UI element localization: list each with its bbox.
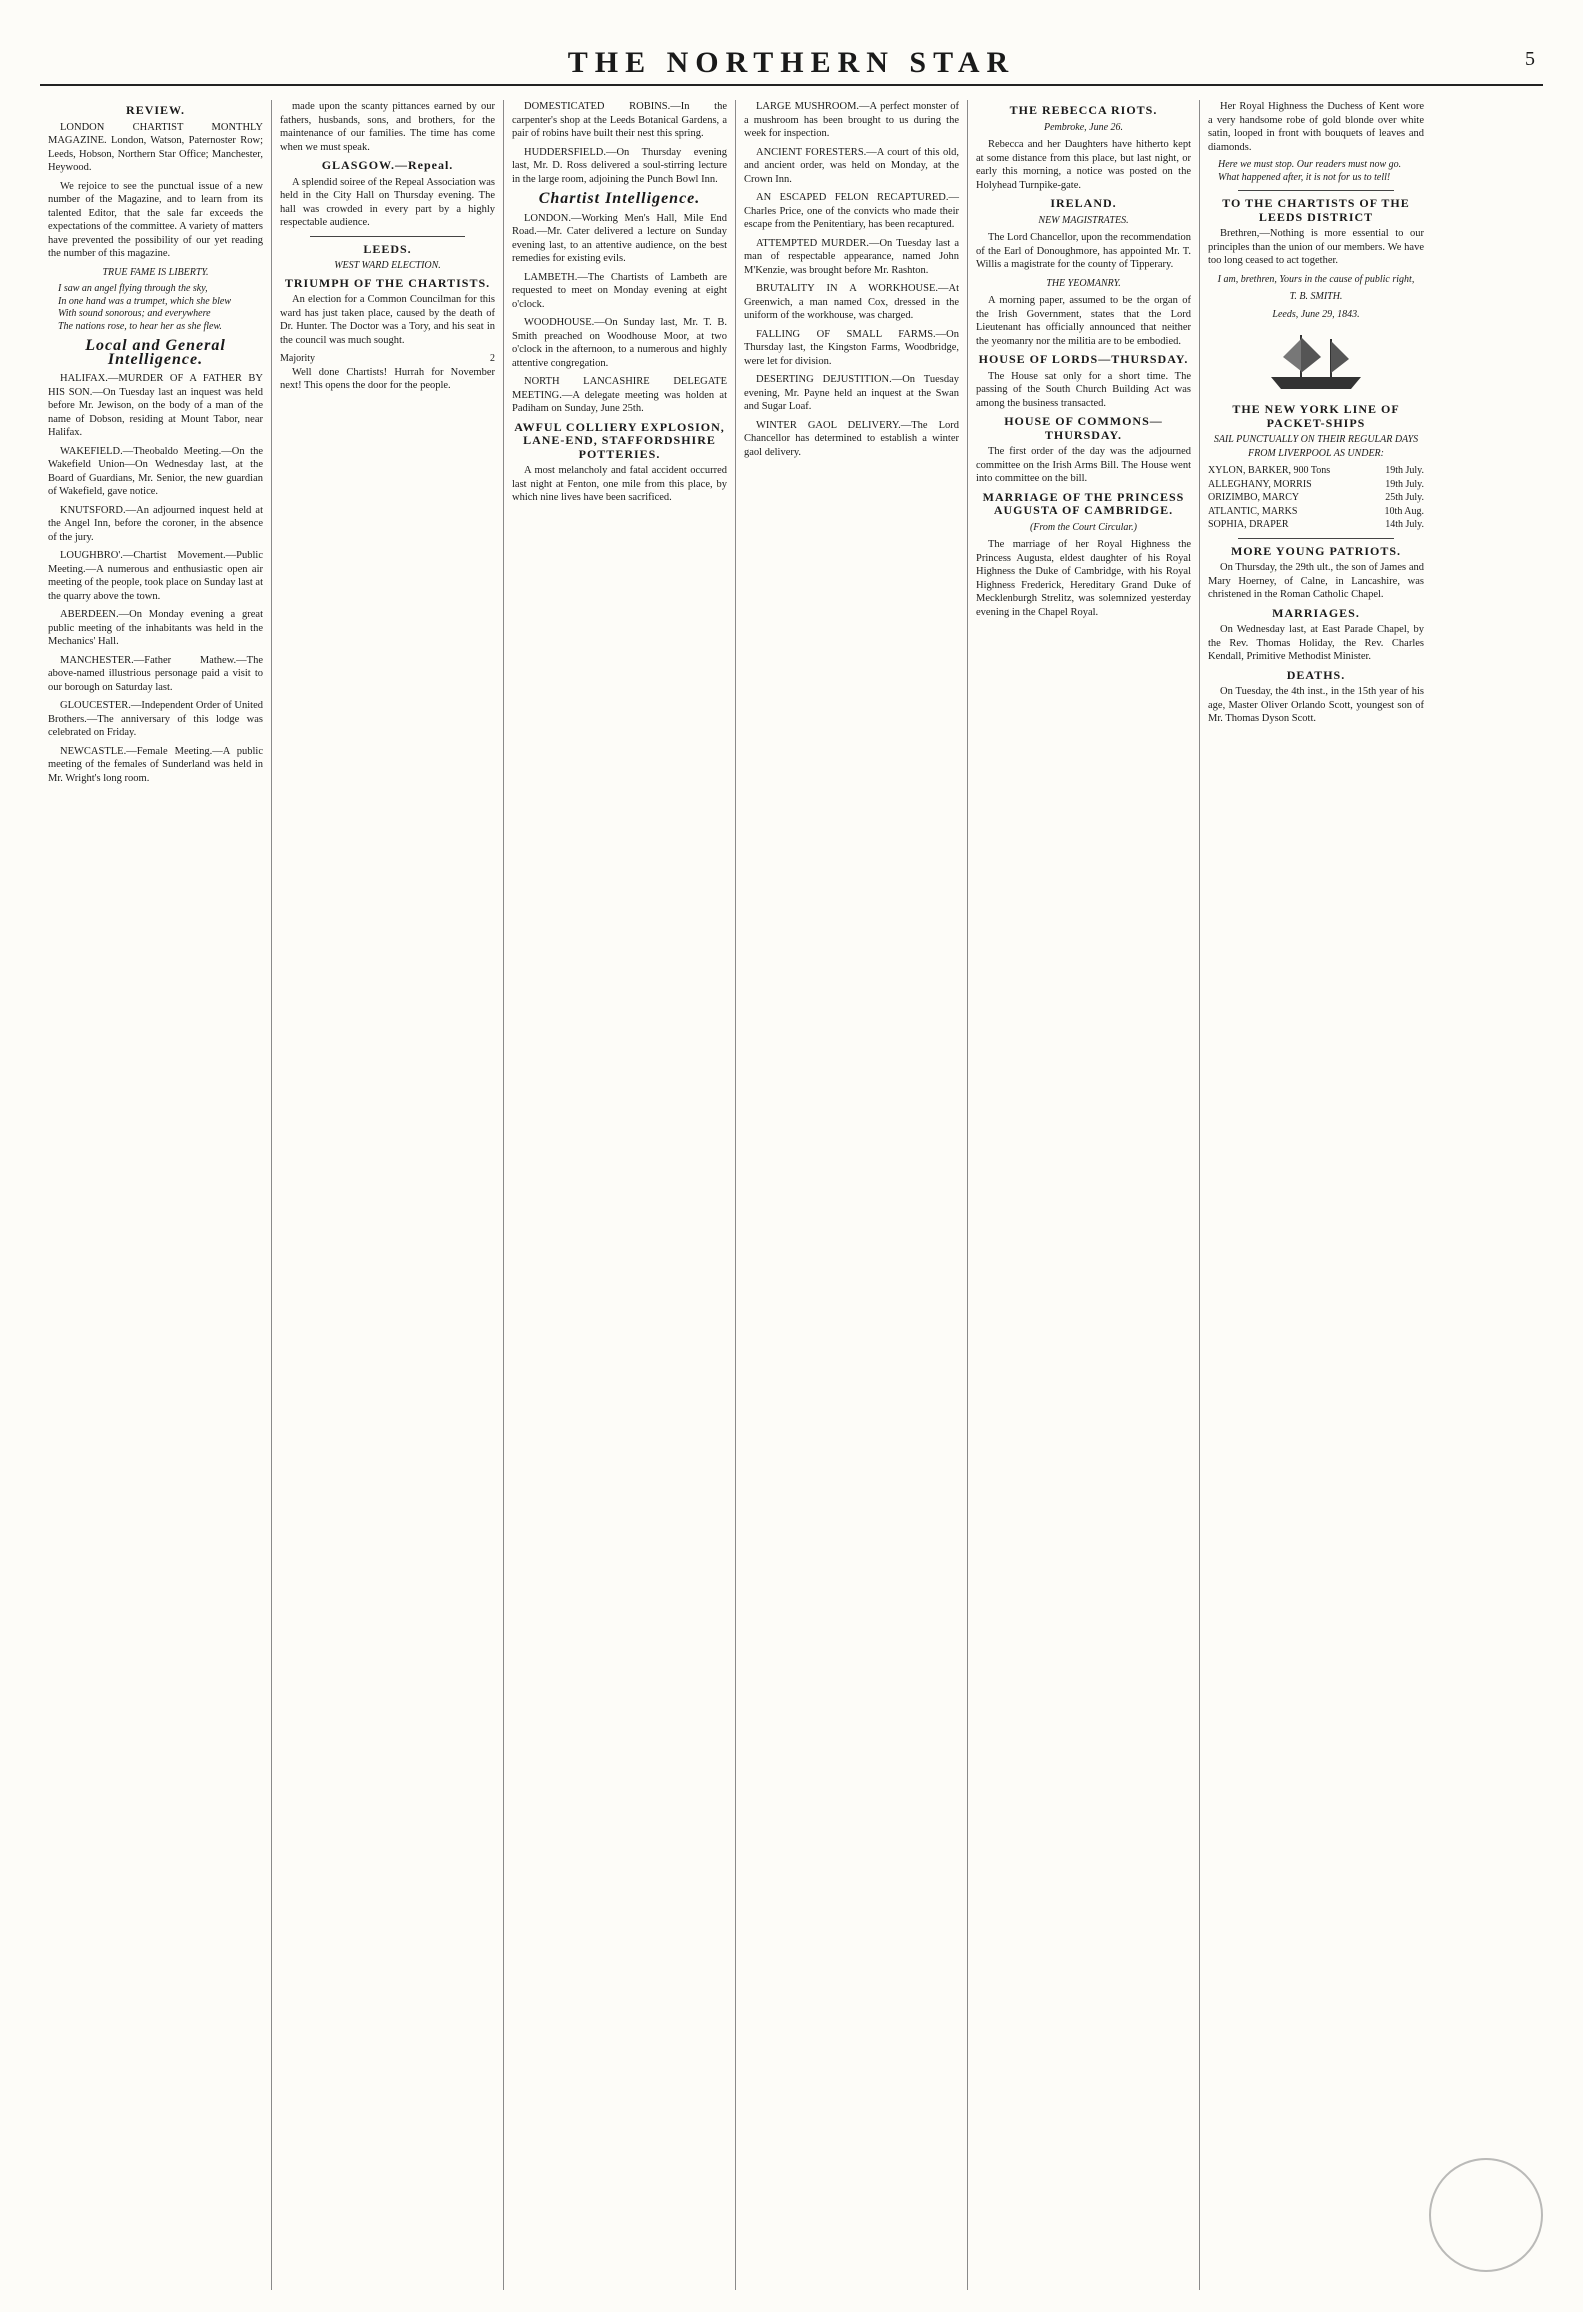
- rebecca-heading: THE REBECCA RIOTS.: [1009, 103, 1158, 117]
- ireland-heading: IRELAND.: [1050, 196, 1117, 210]
- marriage-subheading: (From the Court Circular.): [1029, 521, 1138, 533]
- chartist-intelligence-heading: Chartist Intelligence.: [538, 190, 701, 207]
- letter: Brethren,—Nothing is more essential to our principles than the union of our members. We have too long ceased to act together.: [1208, 228, 1424, 266]
- column-3: [504, 100, 736, 2290]
- article: On Tuesday, the 4th inst., in the 15th year of his age, Master Oliver Orlando Scott, youngest son of Mr. Thomas Dyson Scott.: [1208, 686, 1424, 724]
- divider: [1238, 538, 1394, 539]
- signoff: I am, brethren, Yours in the cause of public right,: [1217, 273, 1415, 285]
- poem: [1218, 159, 1424, 184]
- article: On Thursday, the 29th ult., the son of James and Mary Hoerney, of Calne, in Lancashire, was christened in the Roman Catholic Chapel.: [1208, 562, 1424, 600]
- yeomanry-subheading: THE YEOMANRY.: [1046, 277, 1121, 289]
- ship-name: ALLEGHANY, MORRIS: [1208, 478, 1312, 490]
- article: On Wednesday last, at East Parade Chapel, by the Rev. Thomas Holiday, the Rev. Charles Kendall, Primitive Methodist Minister.: [1208, 624, 1424, 662]
- column-5: [968, 100, 1200, 2290]
- article: LONDON.—Working Men's Hall, Mile End Road.—Mr. Cater delivered a lecture on Sunday evening last, to an attentive audience, on the best remedies for existing evils.: [512, 212, 727, 264]
- article: WINTER GAOL DELIVERY.—The Lord Chancellor has determined to establish a winter gaol delivery.: [744, 419, 959, 458]
- poem-line: With sound sonorous; and everywhere: [58, 308, 211, 319]
- sailing-ship-icon: [1261, 327, 1371, 397]
- lords-heading: HOUSE OF LORDS—THURSDAY.: [978, 352, 1189, 366]
- patriots-heading: MORE YOUNG PATRIOTS.: [1230, 543, 1402, 558]
- article: HUDDERSFIELD.—On Thursday evening last, Mr. D. Ross delivered a soul-stirring lecture in the large room, adjoining the Punch Bowl Inn.: [512, 146, 727, 185]
- article: NORTH LANCASHIRE DELEGATE MEETING.—A delegate meeting was holden at Padiham on Sunday, June 25th.: [512, 376, 727, 414]
- triumph-heading: TRIUMPH OF THE CHARTISTS.: [284, 275, 491, 290]
- poem-line: Here we must stop. Our readers must now go.: [1218, 159, 1402, 170]
- column-4: [736, 100, 968, 2290]
- column-2: [272, 100, 504, 2290]
- article: LAMBETH.—The Chartists of Lambeth are requested to meet on Monday evening at eight o'clock.: [512, 271, 727, 310]
- article: DOMESTICATED ROBINS.—In the carpenter's shop at the Leeds Botanical Gardens, a pair of robins have built their nest this spring.: [512, 101, 727, 139]
- ship-row: [1208, 478, 1424, 492]
- poem-title: TRUE FAME IS LIBERTY.: [102, 266, 209, 278]
- page-number: 5: [1525, 48, 1535, 70]
- article: FALLING OF SMALL FARMS.—On Thursday last, the Kingston Farms, Woodbridge, were let for division.: [744, 328, 959, 367]
- poem-line: I saw an angel flying through the sky,: [58, 283, 208, 294]
- article: The Lord Chancellor, upon the recommendation of the Earl of Donoughmore, has appointed Mr. T. Willis a magistrate for the county of Tipperary.: [976, 232, 1191, 270]
- packet-heading: THE NEW YORK LINE OF PACKET-SHIPS: [1232, 402, 1400, 430]
- columns: [40, 100, 1543, 2290]
- glasgow-heading: GLASGOW.—Repeal.: [321, 158, 454, 172]
- article: WOODHOUSE.—On Sunday last, Mr. T. B. Smith preached on Woodhouse Moor, at two o'clock in the afternoon, to a numerous and highly attentive congregation.: [512, 317, 727, 369]
- article: A splendid soiree of the Repeal Association was held in the City Hall on Thursday evening. The hall was crowded in every part by a highly respectable audience.: [280, 176, 495, 228]
- divider: [1238, 190, 1394, 191]
- article: LOUGHBRO'.—Chartist Movement.—Public Meeting.—A numerous and enthusiastic open air meeting of the people, took place on Sunday last at the quarry above the town.: [48, 550, 263, 602]
- magistrates-subheading: NEW MAGISTRATES.: [1038, 214, 1129, 226]
- article: WAKEFIELD.—Theobaldo Meeting.—On the Wakefield Union—On Wednesday last, at the Board of Guardians, Mr. Senior, the new guardian of Wakefield, gave notice.: [48, 445, 263, 497]
- article: Her Royal Highness the Duchess of Kent wore a very handsome robe of gold blonde over white satin, looped in front with bouquets of leaves and diamonds.: [1208, 101, 1424, 153]
- article: Rebecca and her Daughters have hitherto kept at some distance from this place, but last night, or early this morning, a notice was posted on the Holyhead Turnpike-gate.: [976, 139, 1191, 191]
- article: MANCHESTER.—Father Mathew.—The above-named illustrious personage paid a visit to our borough on Saturday last.: [48, 654, 263, 693]
- article: LARGE MUSHROOM.—A perfect monster of a mushroom has been brought to us during the week for inspection.: [744, 101, 959, 139]
- article: BRUTALITY IN A WORKHOUSE.—At Greenwich, a man named Cox, dressed in the uniform of the workhouse, was charged.: [744, 283, 959, 321]
- article: The marriage of her Royal Highness the Princess Augusta, eldest daughter of his Royal Highness the Duke of Cambridge, with his Royal Highness Frederick, Hereditary Grand Duke of Mecklenburgh Strelitz, was solemnized yesterday evening in the Chapel Royal.: [976, 539, 1191, 618]
- article: AN ESCAPED FELON RECAPTURED.—Charles Price, one of the convicts who made their escape from the Penitentiary, has been recaptured.: [744, 192, 959, 230]
- signature: T. B. SMITH.: [1289, 291, 1343, 302]
- leeds-district-heading: TO THE CHARTISTS OF THE LEEDS DISTRICT: [1222, 196, 1410, 224]
- result-label: Majority: [280, 353, 315, 364]
- leeds-subheading: WEST WARD ELECTION.: [334, 260, 441, 271]
- packet-subheading: SAIL PUNCTUALLY ON THEIR REGULAR DAYS FROM LIVERPOOL AS UNDER:: [1213, 434, 1419, 459]
- marriages-heading: MARRIAGES.: [1272, 605, 1360, 620]
- review-text: We rejoice to see the punctual issue of a new number of the Magazine, and to learn from its talented Editor, that the sale far exceeds the expectations of the committee. A variety of matters have prevented the possibility of our yet reading the number of this magazine.: [48, 180, 263, 259]
- ship-name: SOPHIA, DRAPER: [1208, 519, 1289, 530]
- ship-date: 25th July.: [1385, 492, 1424, 503]
- poem: [58, 283, 263, 333]
- marriage-heading: MARRIAGE OF THE PRINCESS AUGUSTA OF CAMBRIDGE.: [982, 489, 1185, 517]
- divider: [310, 236, 465, 237]
- library-stamp: [1429, 2158, 1543, 2272]
- article: The first order of the day was the adjourned committee on the Irish Arms Bill. The House went into committee on the bill.: [976, 446, 1191, 484]
- ship-date: 19th July.: [1385, 465, 1424, 476]
- column-6: [1200, 100, 1432, 2290]
- ship-date: 10th Aug.: [1384, 505, 1424, 517]
- leeds-heading: LEEDS.: [363, 241, 412, 256]
- article: Well done Chartists! Hurrah for November next! This opens the door for the people.: [280, 366, 495, 391]
- poem-line: In one hand was a trumpet, which she blew: [58, 295, 232, 307]
- commons-heading: HOUSE OF COMMONS—THURSDAY.: [1004, 414, 1163, 442]
- ship-row: [1208, 518, 1424, 532]
- ship-name: ATLANTIC, MARKS: [1208, 505, 1298, 517]
- local-intelligence-heading: Local and General Intelligence.: [85, 337, 226, 368]
- article: ATTEMPTED MURDER.—On Tuesday last a man of respectable appearance, named John M'Kenzie, was brought before Mr. Rashton.: [744, 237, 959, 276]
- article: A morning paper, assumed to be the organ of the Irish Government, states that the Lord Lieutenant has officially announced that neither the yeomanry nor the militia are to be embodied.: [976, 295, 1191, 347]
- ship-list: [1208, 464, 1424, 532]
- review-intro: LONDON CHARTIST MONTHLY MAGAZINE. London, Watson, Paternoster Row; Leeds, Hobson, Northern Star Office; Manchester, Heywood.: [48, 121, 263, 173]
- review-heading: REVIEW.: [126, 103, 185, 117]
- poem-line: What happened after, it is not for us to tell!: [1218, 171, 1391, 183]
- election-result: [280, 352, 495, 366]
- accident-heading: AWFUL COLLIERY EXPLOSION, LANE-END, STAFFORDSHIRE POTTERIES.: [514, 419, 725, 461]
- result-value: 2: [490, 353, 495, 364]
- ship-row: [1208, 505, 1424, 519]
- newspaper-title: THE NORTHERN STAR: [567, 46, 1016, 79]
- article: GLOUCESTER.—Independent Order of United Brothers.—The anniversary of this lodge was celebrated on Friday.: [48, 700, 263, 738]
- article: HALIFAX.—MURDER OF A FATHER BY HIS SON.—On Tuesday last an inquest was held before Mr. Jewison, on the body of a man of the name of Dobson, residing at Mount Tabor, near Halifax.: [48, 373, 263, 438]
- article: ANCIENT FORESTERS.—A court of this old, and ancient order, was held on Monday, at the Crown Inn.: [744, 146, 959, 185]
- article: KNUTSFORD.—An adjourned inquest held at the Angel Inn, before the coroner, in the absence of the jury.: [48, 504, 263, 543]
- ship-date: 19th July.: [1385, 478, 1424, 490]
- ship-row: [1208, 491, 1424, 505]
- rebecca-dateline: Pembroke, June 26.: [1043, 121, 1124, 133]
- article: The House sat only for a short time. The passing of the South Church Building Act was among the business transacted.: [976, 370, 1191, 409]
- ship-date: 14th July.: [1385, 519, 1424, 530]
- article: made upon the scanty pittances earned by our fathers, husbands, sons, and brothers, for the maintenance of our families. The time has come when we must speak.: [280, 101, 495, 153]
- article: A most melancholy and fatal accident occurred last night at Fenton, one mile from this place, by which nine lives have been sacrificed.: [512, 465, 727, 503]
- article: ABERDEEN.—On Monday evening a great public meeting of the inhabitants was held in the Mechanics' Hall.: [48, 609, 263, 647]
- letter-date: Leeds, June 29, 1843.: [1272, 308, 1360, 320]
- poem-line: The nations rose, to hear her as she flew.: [58, 320, 222, 332]
- article: An election for a Common Councilman for this ward has just taken place, caused by the death of Dr. Hunter. The Doctor was a Tory, and his seat in the council was much sought.: [280, 294, 495, 346]
- column-1: [40, 100, 272, 2290]
- article: NEWCASTLE.—Female Meeting.—A public meeting of the females of Sunderland was held in Mr. Wright's long room.: [48, 745, 263, 784]
- ship-name: ORIZIMBO, MARCY: [1208, 492, 1300, 503]
- ship-row: [1208, 464, 1424, 478]
- deaths-heading: DEATHS.: [1286, 667, 1346, 682]
- masthead: [40, 38, 1543, 86]
- ship-name: XYLON, BARKER, 900 Tons: [1208, 465, 1331, 476]
- article: DESERTING DEJUSTITION.—On Tuesday evening, Mr. Payne held an inquest at the Swan and Sugar Loaf.: [744, 374, 959, 412]
